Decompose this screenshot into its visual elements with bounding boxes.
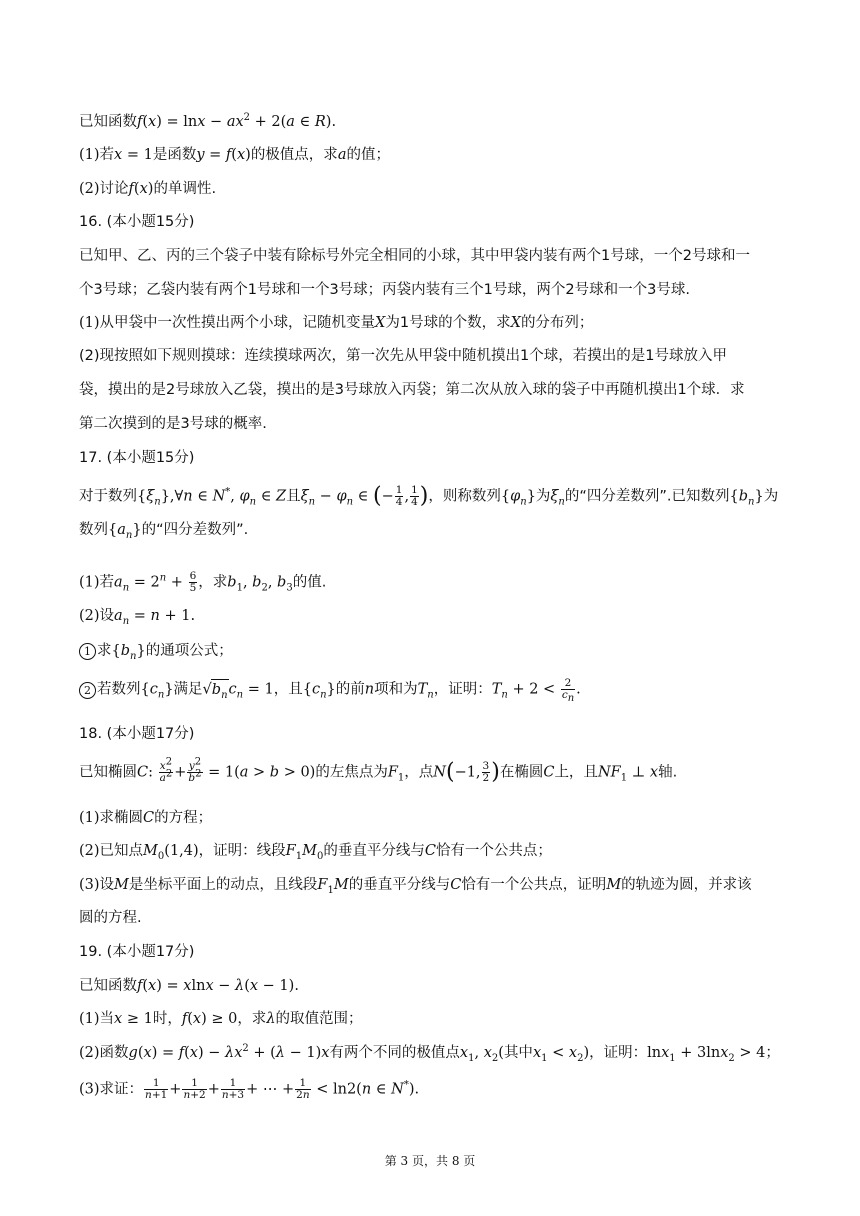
q18-intro: 已知椭圆C: $\frac{x^2}{a^2}$ + $\frac{y^2}{b^2}$ = 1(a > b > 0)的左焦点为$F_1$，点N(−1, $\frac{3}{2}$ )在椭圆C上，且$NF_1$ ⊥ x轴. <box>79 756 678 785</box>
q16-part-2c: 第二次摸到的是3号球的概率. <box>79 416 267 432</box>
q18-part-3a: (3)设M是坐标平面上的动点，且线段$F_1M$的垂直平分线与C恰有一个公共点，证明M的轨迹为圆，并求该 <box>79 877 752 896</box>
page-footer: 第 3 页，共 8 页 <box>384 1154 476 1168</box>
q19-header: 19. (本小题17分) <box>79 944 195 960</box>
q16-part-1: (1)从甲袋中一次性摸出两个小球，记随机变量X为1号球的个数，求X的分布列； <box>79 315 594 331</box>
q16-text-2: 个3号球；乙袋内装有两个1号球和一个3号球；丙袋内装有三个1号球，两个2号球和一个3号球. <box>79 282 690 298</box>
q15-part-2: (2)讨论f(x)的单调性. <box>79 181 217 197</box>
q17-header: 17. (本小题15分) <box>79 450 195 466</box>
q16-part-2b: 袋，摸出的是2号球放入乙袋，摸出的是3号球放入丙袋；第二次从放入球的袋子中再随机摸出1个球．求 <box>79 382 745 398</box>
q19-part-1: (1)当x ≥ 1时，f(x) ≥ 0，求λ的取值范围； <box>79 1011 363 1027</box>
q17-part-1: (1)若$a_n = 2^n$ + $\frac{6}{5}$ ，求$b_1$, $b_2$, $b_3$的值. <box>79 570 327 594</box>
q18-part-3b: 圆的方程. <box>79 910 142 926</box>
q16-text-1: 已知甲、乙、丙的三个袋子中装有除标号外完全相同的小球，其中甲袋内装有两个1号球，一个2号球和一 <box>79 248 750 264</box>
q18-part-1: (1)求椭圆C的方程； <box>79 810 213 826</box>
q16-header: 16. (本小题15分) <box>79 214 195 230</box>
q18-part-2: (2)已知点$M_0(1,4)$，证明：线段$F_1M_0$的垂直平分线与C恰有一个公共点； <box>79 843 552 862</box>
q17-definition-1: 对于数列$\{\xi_n\},\forall n$ ∈ N*, $\varphi_n$ ∈ Z且$\xi_n - \varphi_n$ ∈ (− $\frac{1}{4}$ , $\frac{1}{4}$ )，则称数列$\{\varphi_n\}$为$\xi_n$的“四分差数列”.已知数列$\{b_n\}$为 <box>79 483 779 509</box>
q15-intro: 已知函数$f(x) = \ln x - ax^2 + 2(a$ ∈ R). <box>79 112 337 130</box>
q17-part-2-i: 1 求$\{b_n\}$的通项公式； <box>79 641 233 661</box>
q16-part-2a: (2)现按照如下规则摸球：连续摸球两次，第一次先从甲袋中随机摸出1个球，若摸出的是1号球放入甲 <box>79 348 727 364</box>
q18-header: 18. (本小题17分) <box>79 726 195 742</box>
q17-part-2: (2)设$a_n = n + 1$. <box>79 608 196 627</box>
q17-part-2-ii: 2 若数列$\{c_n\}$满足$√b_nc_n = 1$，且$\{c_n\}$的前n项和为$T_n$，证明：$T_n + 2$ < $\frac{2}{c_n}$ . <box>79 678 581 701</box>
q17-definition-2: 数列$\{a_n\}$的“四分差数列”. <box>79 522 249 541</box>
q15-part-1: (1)若x = 1是函数y = f(x)的极值点，求a的值； <box>79 147 390 163</box>
q19-part-3: (3)求证： $\frac{1}{n+1}$ + $\frac{1}{n+2}$ + $\frac{1}{n+3}$ + ⋯ + $\frac{1}{2n}$ < ln2(n ∈ N*). <box>79 1077 420 1101</box>
q19-intro: 已知函数f(x) = xlnx − λ(x − 1). <box>79 978 299 994</box>
q19-part-2: (2)函数$g(x) = f(x) - \lambda x^2 + (\lambda - 1)x$有两个不同的极值点$x_1$, $x_2$(其中$x_1 < x_2$)，证明：lnx$_1$ + 3lnx$_2$ > 4； <box>79 1043 780 1064</box>
